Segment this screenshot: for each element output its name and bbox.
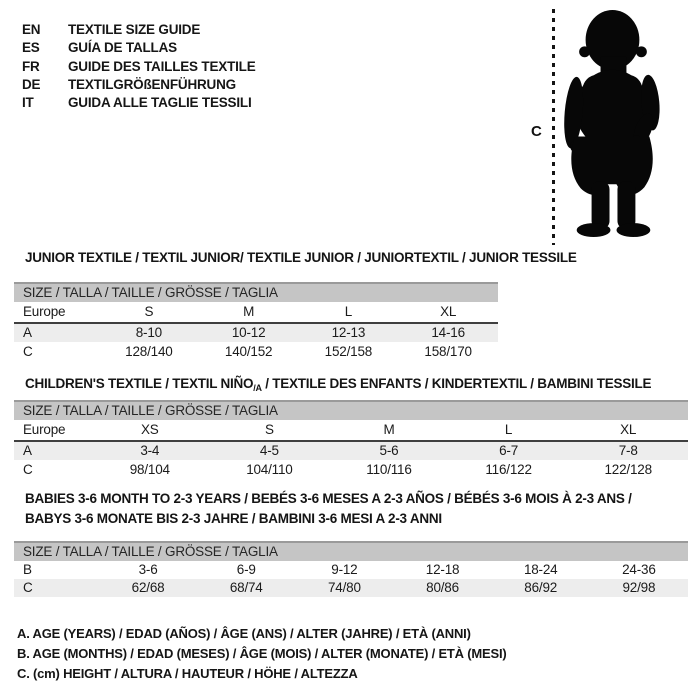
row-label: C	[23, 462, 33, 477]
height-dimension-dashed-line	[552, 9, 555, 245]
lang-label: GUIDA ALLE TAGLIE TESSILI	[68, 95, 252, 111]
table-row-height	[14, 460, 688, 479]
value-cell: 8-10	[99, 323, 199, 342]
babies-title-line1: BABIES 3-6 MONTH TO 2-3 YEARS / BEBÉS 3-6 MESES A 2-3 AÑOS / BÉBÉS 3-6 MOIS À 2-3 ANS /	[25, 491, 632, 506]
row-label: Europe	[14, 420, 90, 441]
junior-section-title: JUNIOR TEXTILE / TEXTIL JUNIOR/ TEXTILE JUNIOR / JUNIORTEXTIL / JUNIOR TESSILE	[25, 250, 577, 265]
footnote-c: C. (cm) HEIGHT / ALTURA / HAUTEUR / HÖHE / ALTEZZA	[17, 666, 358, 681]
lang-code: ES	[22, 40, 40, 56]
size-cell: S	[99, 302, 199, 323]
table-row-age-months	[14, 561, 688, 579]
lang-row-es	[22, 39, 256, 57]
size-header-bar	[14, 542, 688, 561]
children-title-pre: CHILDREN'S TEXTILE / TEXTIL NIÑO	[25, 376, 254, 391]
babies-size-table	[14, 541, 688, 597]
lang-label: GUÍA DE TALLAS	[68, 40, 177, 56]
children-size-table	[14, 400, 688, 479]
lang-code: DE	[22, 76, 41, 92]
value-cell: 68/74	[197, 579, 295, 597]
size-header-bar	[14, 283, 498, 302]
value-cell: 18-24	[523, 562, 558, 577]
value-cell: 6-9	[236, 562, 256, 577]
lang-label: TEXTILE SIZE GUIDE	[68, 22, 201, 37]
value-cell: 12-13	[299, 323, 399, 342]
lang-label: GUIDE DES TAILLES TEXTILE	[68, 58, 256, 74]
value-cell: 80/86	[393, 579, 491, 597]
value-cell: 86/92	[492, 579, 590, 597]
value-cell: 110/116	[366, 462, 412, 477]
value-cell: 4-5	[210, 441, 330, 460]
footnote-b: B. AGE (MONTHS) / EDAD (MESES) / ÂGE (MOIS) / ALTER (MONATE) / ETÀ (MESI)	[17, 646, 507, 661]
lang-label: TEXTILGRÖßENFÜHRUNG	[68, 76, 236, 92]
table-row-height	[14, 579, 688, 597]
lang-code: EN	[22, 22, 41, 37]
value-cell: 6-7	[449, 441, 569, 460]
value-cell: 3-4	[90, 441, 210, 460]
size-cell: L	[299, 302, 399, 323]
value-cell: 116/122	[485, 462, 532, 477]
value-cell: 3-6	[138, 562, 158, 577]
value-cell: 122/128	[604, 462, 652, 477]
size-cell: XL	[398, 302, 498, 323]
row-label: C	[14, 579, 99, 597]
size-cell: S	[210, 420, 330, 441]
value-cell: 92/98	[590, 579, 688, 597]
size-cell: M	[329, 420, 449, 441]
table-row-europe	[14, 302, 498, 323]
size-cell: XL	[568, 420, 688, 441]
value-cell: 98/104	[129, 462, 170, 477]
value-cell: 9-12	[331, 562, 358, 577]
footnotes	[17, 624, 507, 684]
lang-row-en	[22, 21, 256, 39]
size-cell: L	[449, 420, 569, 441]
toddler-silhouette-icon	[560, 7, 663, 238]
value-cell: 62/68	[99, 579, 197, 597]
value-cell: 7-8	[568, 441, 688, 460]
row-label: B	[23, 562, 32, 577]
value-cell: 12-18	[425, 562, 460, 577]
value-cell: 140/152	[224, 344, 273, 359]
language-list	[22, 21, 256, 112]
value-cell: 128/140	[125, 344, 173, 359]
table-row-europe	[14, 420, 688, 441]
value-cell: 152/158	[324, 344, 373, 359]
babies-title-line2: BABYS 3-6 MONATE BIS 2-3 JAHRE / BAMBINI 3-6 MESI A 2-3 ANNI	[25, 511, 442, 526]
value-cell: 5-6	[329, 441, 449, 460]
value-cell: 14-16	[398, 323, 498, 342]
lang-code: FR	[22, 58, 40, 74]
size-header-text: SIZE / TALLA / TAILLE / GRÖSSE / TAGLIA	[14, 542, 688, 561]
babies-section-title	[25, 489, 632, 529]
height-dimension-label: C	[531, 123, 542, 140]
size-header-text: SIZE / TALLA / TAILLE / GRÖSSE / TAGLIA	[14, 401, 688, 420]
value-cell: 74/80	[295, 579, 393, 597]
children-title-sub: /A	[253, 383, 262, 393]
size-cell: XS	[90, 420, 210, 441]
table-row-age	[14, 441, 688, 460]
junior-size-table	[14, 282, 498, 361]
value-cell: 24-36	[622, 562, 656, 577]
value-cell: 10-12	[199, 323, 299, 342]
row-label: Europe	[14, 302, 99, 323]
children-title-post: / TEXTILE DES ENFANTS / KINDERTEXTIL / BAMBINI TESSILE	[261, 376, 652, 391]
children-section-title	[25, 376, 651, 396]
table-row-height	[14, 342, 498, 361]
size-header-bar	[14, 401, 688, 420]
footnote-a: A. AGE (YEARS) / EDAD (AÑOS) / ÂGE (ANS) / ALTER (JAHRE) / ETÀ (ANNI)	[17, 626, 471, 641]
lang-row-de	[22, 76, 256, 94]
row-label: A	[14, 441, 90, 460]
row-label: C	[23, 344, 33, 359]
value-cell: 158/170	[424, 344, 472, 359]
table-row-age	[14, 323, 498, 342]
lang-row-it	[22, 94, 256, 112]
lang-code: IT	[22, 95, 34, 111]
size-cell: M	[199, 302, 299, 323]
row-label: A	[14, 323, 99, 342]
lang-row-fr	[22, 58, 256, 76]
size-header-text: SIZE / TALLA / TAILLE / GRÖSSE / TAGLIA	[14, 283, 498, 302]
value-cell: 104/110	[246, 462, 293, 477]
